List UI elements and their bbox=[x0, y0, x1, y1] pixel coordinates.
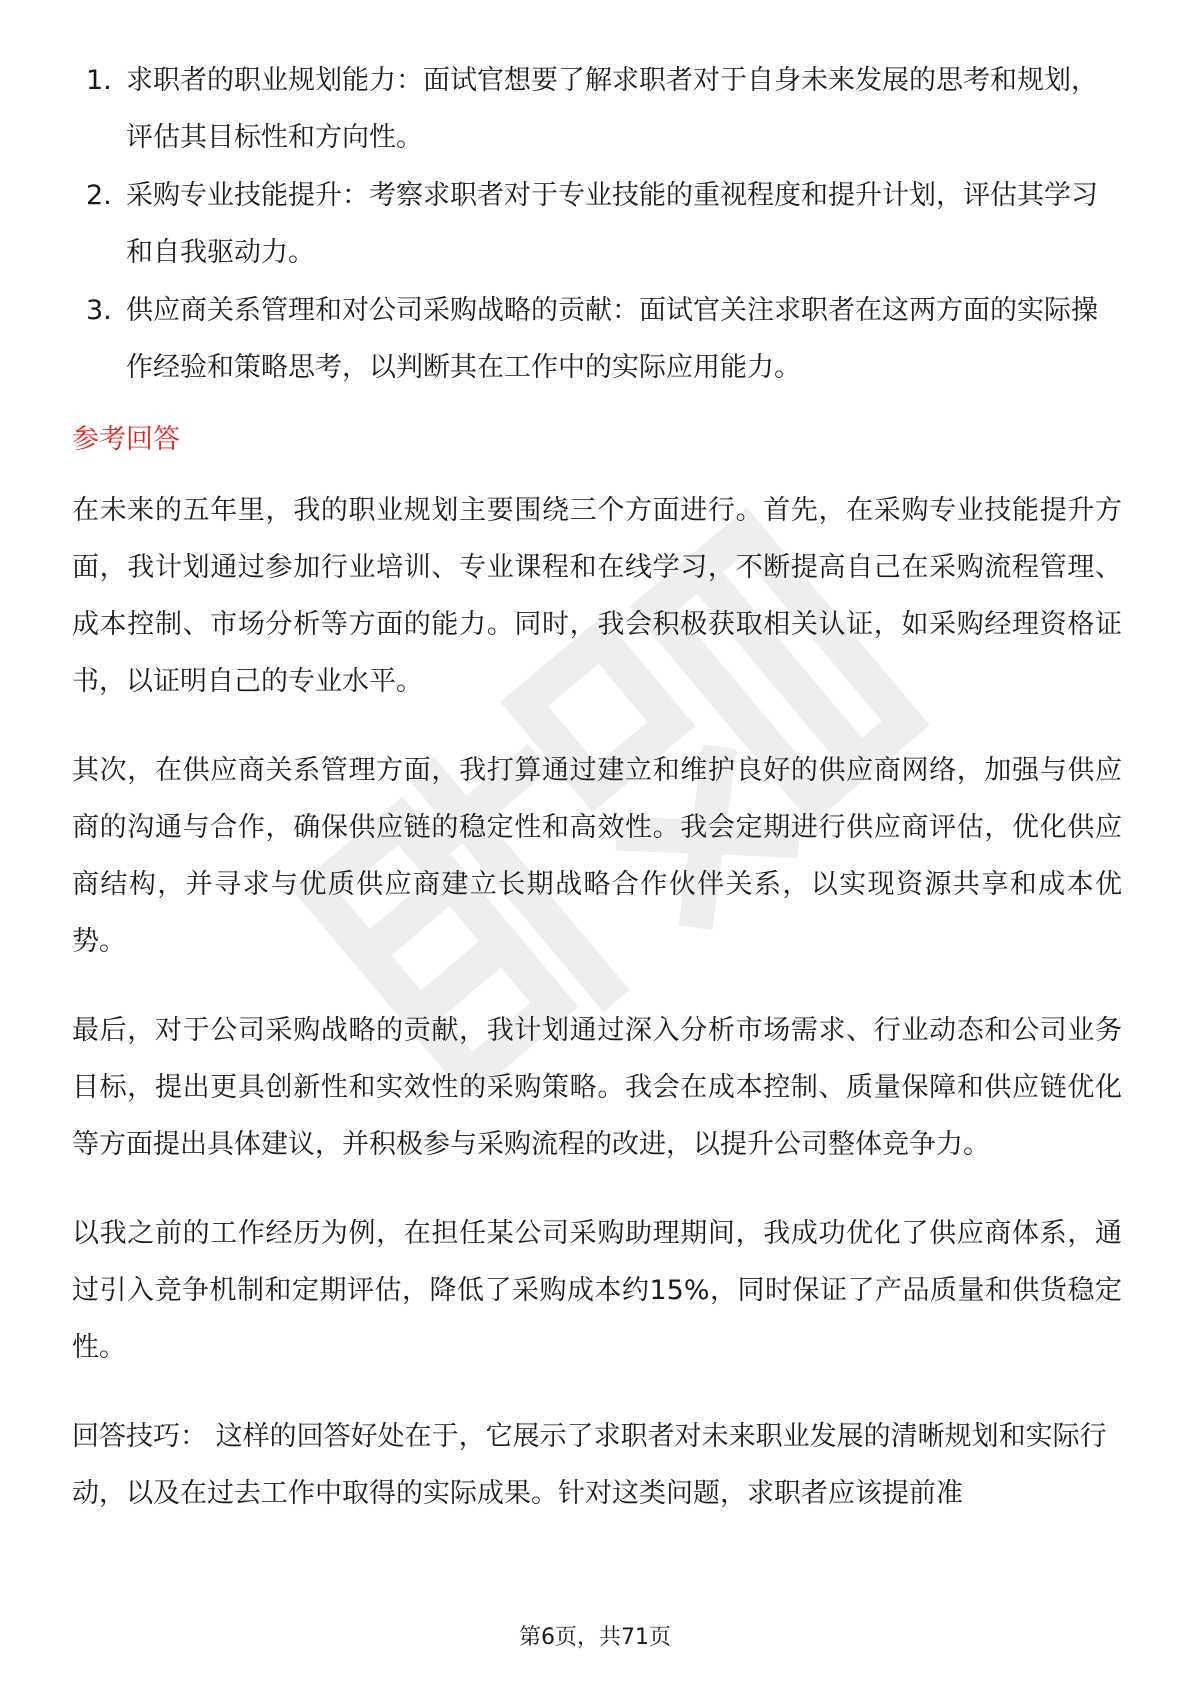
page-footer: 第6页，共71页 bbox=[519, 1625, 671, 1650]
list-item-number: 3. bbox=[86, 295, 112, 326]
page-content bbox=[72, 52, 1122, 1522]
list-item bbox=[72, 52, 1122, 166]
answer-paragraph: 以我之前的工作经历为例，在担任某公司采购助理期间，我成功优化了供应商体系，通过引入竞争机制和定期评估，降低了采购成本约15%，同时保证了产品质量和供货稳定性。 bbox=[72, 1218, 1122, 1363]
list-item-text: 采购专业技能提升：考察求职者对于专业技能的重视程度和提升计划，评估其学习和自我驱动力。 bbox=[126, 180, 1098, 268]
section-heading: 参考回答 bbox=[72, 424, 180, 455]
answer-paragraph: 最后，对于公司采购战略的贡献，我计划通过深入分析市场需求、行业动态和公司业务目标，提出更具创新性和实效性的采购策略。我会在成本控制、质量保障和供应链优化等方面提出具体建议，并积极参与采购流程的改进，以提升公司整体竞争力。 bbox=[72, 1015, 1122, 1160]
evaluation-points-list bbox=[72, 52, 1122, 396]
answer-paragraph: 在未来的五年里，我的职业规划主要围绕三个方面进行。首先，在采购专业技能提升方面，我计划通过参加行业培训、专业课程和在线学习，不断提高自己在采购流程管理、成本控制、市场分析等方面的能力。同时，我会积极获取相关认证，如采购经理资格证书，以证明自己的专业水平。 bbox=[72, 495, 1122, 697]
list-item-text: 供应商关系管理和对公司采购战略的贡献：面试官关注求职者在这两方面的实际操作经验和策略思考，以判断其在工作中的实际应用能力。 bbox=[126, 295, 1098, 383]
list-item bbox=[72, 282, 1122, 396]
answer-paragraph: 其次，在供应商关系管理方面，我打算通过建立和维护良好的供应商网络，加强与供应商的沟通与合作，确保供应链的稳定性和高效性。我会定期进行供应商评估，优化供应商结构，并寻求与优质供应商建立长期战略合作伙伴关系，以实现资源共享和成本优势。 bbox=[72, 755, 1122, 957]
list-item bbox=[72, 167, 1122, 281]
list-item-number: 2. bbox=[86, 180, 112, 211]
list-item-number: 1. bbox=[86, 65, 112, 96]
answer-tip: 回答技巧： 这样的回答好处在于，它展示了求职者对未来职业发展的清晰规划和实际行动，以及在过去工作中取得的实际成果。针对这类问题，求职者应该提前准 bbox=[72, 1421, 1107, 1509]
list-item-text: 求职者的职业规划能力：面试官想要了解求职者对于自身未来发展的思考和规划，评估其目标性和方向性。 bbox=[126, 65, 1098, 153]
